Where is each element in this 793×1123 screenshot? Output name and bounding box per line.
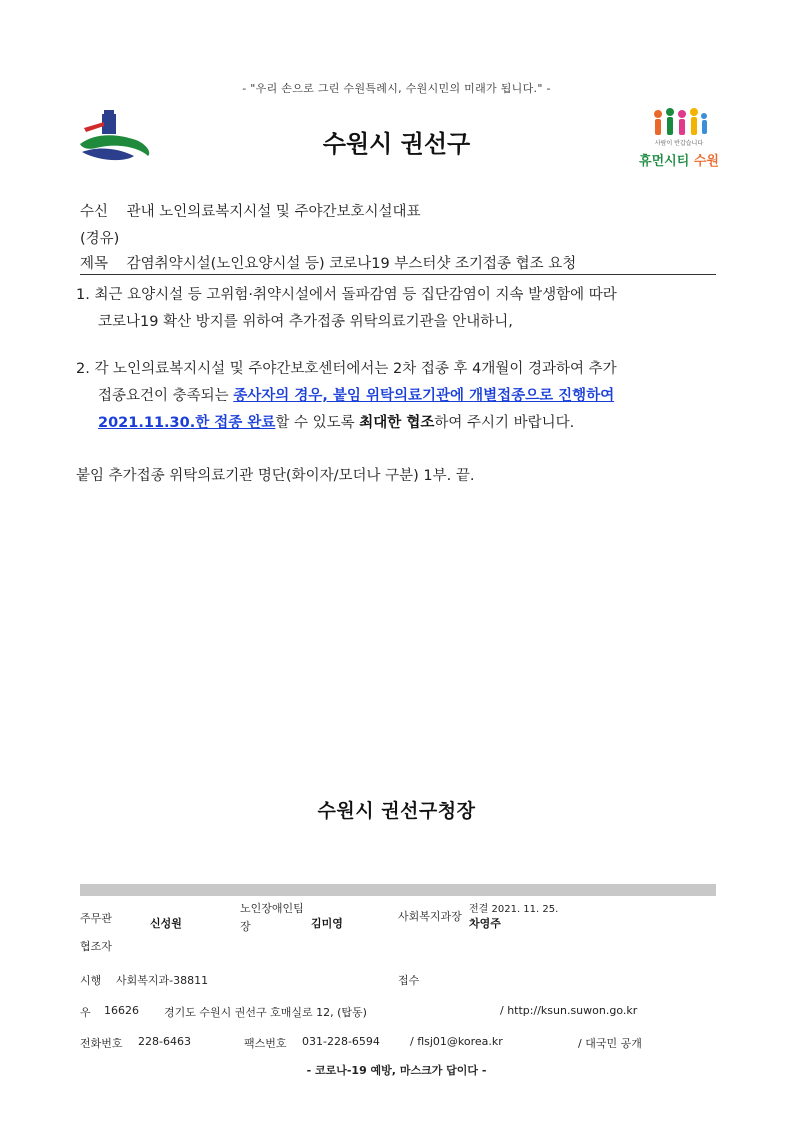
cooperator-label: 협조자 — [80, 940, 112, 953]
p2-line3-bold: 최대한 협조 — [359, 415, 435, 431]
email-link[interactable]: / flsj01@korea.kr — [410, 1035, 503, 1048]
fax-value: 031-228-6594 — [302, 1035, 380, 1048]
header-divider — [80, 274, 716, 275]
attachment-line: 붙임 추가접종 위탁의료기관 명단(화이자/모더나 구분) 1부. 끝. — [76, 468, 475, 484]
human-city-tagline: 사람이 반갑습니다 — [654, 140, 704, 147]
phone-label: 전화번호 — [80, 1037, 123, 1050]
p2-line2 — [76, 383, 718, 410]
subject-value: 감염취약시설(노인요양시설 등) 코로나19 부스터샷 조기접종 협조 요청 — [126, 256, 577, 272]
recipient-label: 수신 — [80, 204, 109, 220]
drafter-name: 신성원 — [150, 917, 182, 930]
postal-label: 우 — [80, 1006, 91, 1019]
footer-gray-bar — [80, 884, 716, 896]
p2-line2-highlight: 종사자의 경우, 붙임 위탁의료기관에 개별접종으로 진행하여 — [233, 388, 615, 404]
signer: 수원시 권선구청장 — [317, 800, 476, 822]
subject-row — [80, 252, 576, 273]
enforce-value: 사회복지과-38811 — [116, 974, 209, 987]
approval-note: 전결 2021. 11. 25. — [469, 904, 559, 915]
receipt-label: 접수 — [398, 974, 420, 987]
human-city-label-a: 휴먼시티 — [639, 154, 690, 169]
phone-value: 228-6463 — [138, 1035, 191, 1048]
recipient-row — [80, 200, 421, 221]
p2-line3 — [76, 410, 718, 437]
disclosure: / 대국민 공개 — [578, 1037, 642, 1050]
team-leader-name: 김미영 — [311, 917, 343, 930]
human-city-label — [636, 150, 722, 169]
p2-line3-mid: 할 수 있도록 — [275, 415, 360, 431]
p2-line3-highlight: 2021.11.30.한 접종 완료 — [98, 415, 276, 431]
org-title: 수원시 권선구 — [322, 130, 471, 158]
p1-line2: 코로나19 확산 방지를 위하여 추가접종 위탁의료기관을 안내하니, — [98, 314, 513, 330]
website-link[interactable]: / http://ksun.suwon.go.kr — [500, 1004, 638, 1017]
section-head-name: 차영주 — [469, 917, 501, 930]
human-city-label-b: 수원 — [693, 154, 719, 169]
bottom-slogan: - 코로나-19 예방, 마스크가 답이다 - — [306, 1064, 487, 1077]
team-label-a: 노인장애인팀 — [240, 902, 304, 915]
fax-label: 팩스번호 — [244, 1037, 287, 1050]
p2-line1: 2. 각 노인의료복지시설 및 주야간보호센터에서는 2차 접종 후 4개월이 경과하여 추가 — [76, 361, 617, 377]
via-row — [80, 227, 119, 248]
p1-line1: 1. 최근 요양시설 등 고위험·취약시설에서 돌파감염 등 집단감염이 지속 발생함에 따라 — [76, 287, 617, 303]
slogan: - "우리 손으로 그린 수원특례시, 수원시민의 미래가 됩니다." - — [242, 82, 551, 95]
subject-label: 제목 — [80, 256, 109, 272]
paragraph-1 — [76, 282, 718, 336]
p2-line2-pre: 접종요건이 충족되는 — [98, 388, 234, 404]
paragraph-2 — [76, 356, 718, 437]
team-label-b: 장 — [240, 920, 251, 933]
recipient-value: 관내 노인의료복지시설 및 주야간보호시설대표 — [126, 204, 421, 220]
postal-code: 16626 — [104, 1004, 139, 1017]
via-label: (경유) — [80, 231, 120, 247]
enforce-label: 시행 — [80, 974, 102, 987]
address: 경기도 수원시 권선구 호매실로 12, (탑동) — [164, 1006, 367, 1019]
section-label: 사회복지과장 — [398, 910, 462, 923]
p2-line3-post: 하여 주시기 바랍니다. — [434, 415, 575, 431]
drafter-label: 주무관 — [80, 912, 112, 925]
